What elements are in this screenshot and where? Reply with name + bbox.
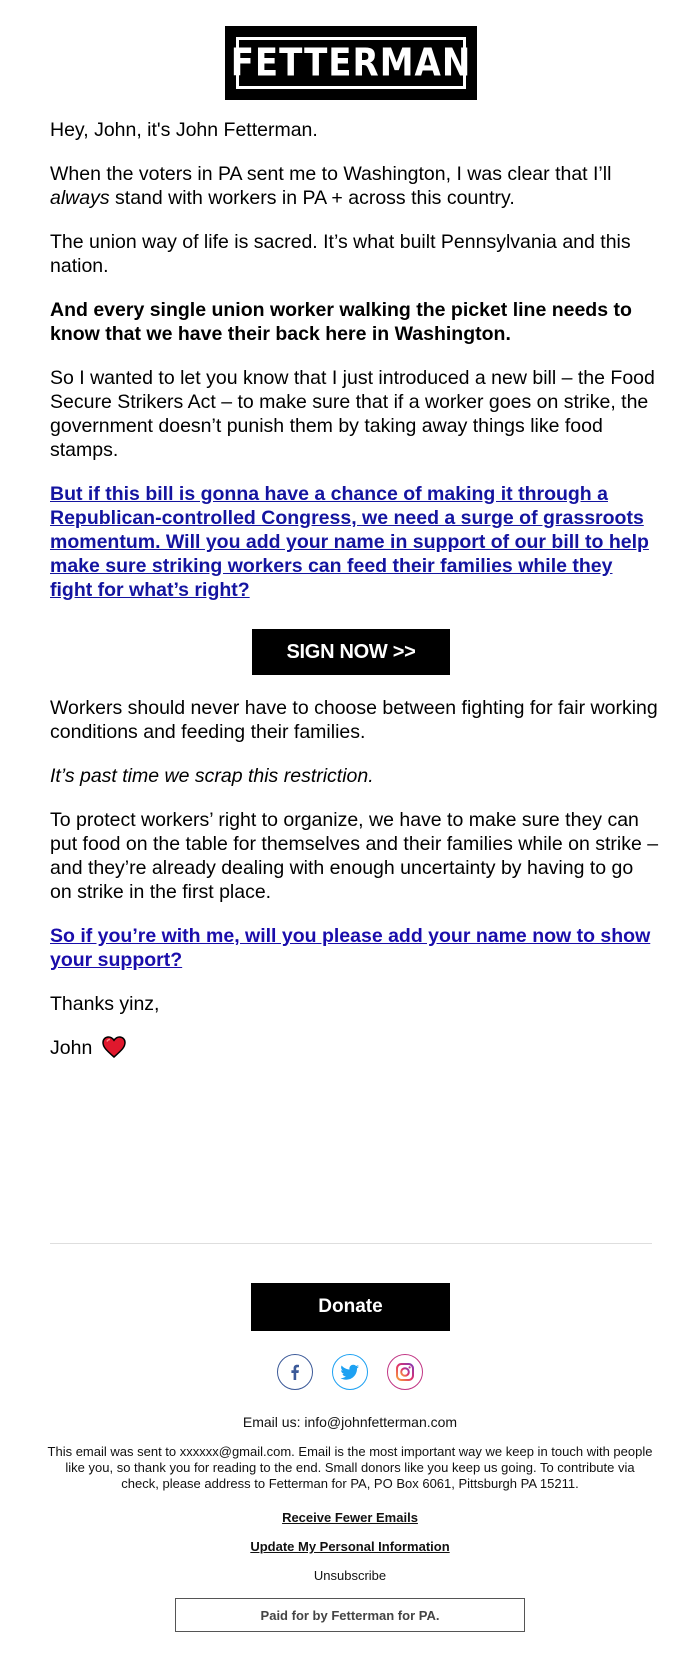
unsubscribe-link[interactable]: Unsubscribe: [313, 1568, 387, 1583]
email-body-continued: [50, 696, 660, 1084]
update-personal-info-link[interactable]: Update My Personal Information: [250, 1539, 450, 1554]
facebook-icon[interactable]: [277, 1354, 313, 1390]
cta-link-add-name[interactable]: But if this bill is gonna have a chance of making it through a Republican-controlled Congress, we need a surge of grassroots momentum. Will you add your name in support of our bill to help make sure striking workers can feed their families while they fight for what’s right?: [50, 483, 649, 601]
logo-text: FETTERMAN: [230, 40, 472, 86]
cta-link-show-support[interactable]: So if you’re with me, will you please add your name now to show your support?: [50, 925, 651, 971]
heart-icon: [102, 1036, 126, 1064]
fetterman-logo: [225, 26, 477, 100]
footer-email-line: Email us: info@johnfetterman.com: [242, 1414, 458, 1430]
p1-text-after: stand with workers in PA + across this country.: [109, 187, 515, 209]
paragraph-picket-line: And every single union worker walking the picket line needs to know that we have their back here in Washington.: [50, 299, 632, 345]
paragraph-organize: To protect workers’ right to organize, we have to make sure they can put food on the table for themselves and their families while on strike – and they’re already dealing with enough uncertainty by having to go on strike in the first place.: [50, 809, 659, 903]
instagram-icon[interactable]: [387, 1354, 423, 1390]
donate-button[interactable]: Donate: [251, 1283, 450, 1331]
p1-text-before: When the voters in PA sent me to Washington, I was clear that I’ll: [50, 163, 612, 185]
paragraph-union: The union way of life is sacred. It’s what built Pennsylvania and this nation.: [50, 231, 631, 277]
greeting: Hey, John, it's John Fetterman.: [50, 119, 318, 141]
twitter-icon[interactable]: [332, 1354, 368, 1390]
sign-now-button[interactable]: SIGN NOW >>: [252, 629, 450, 675]
paragraph-workers: Workers should never have to choose between fighting for fair working conditions and feeding their families.: [50, 697, 658, 743]
footer-note: This email was sent to xxxxxx@gmail.com. Email is the most important way we keep in touch with people like you, so thank you for reading to the end. Small donors like you keep us going. To contribute via check, please address to Fetterman for PA, PO Box 6061, Pittsburgh PA 15211.: [47, 1444, 653, 1491]
paid-for-disclaimer: Paid for by Fetterman for PA.: [175, 1598, 525, 1632]
paragraph-washington: [50, 162, 660, 210]
logo-frame: [230, 37, 472, 89]
update-info-row: [40, 1538, 660, 1556]
receive-fewer-emails-link[interactable]: Receive Fewer Emails: [282, 1510, 418, 1525]
signature-name: John: [50, 1037, 93, 1059]
paragraph-bill: So I wanted to let you know that I just introduced a new bill – the Food Secure Strikers Act – to make sure that if a worker goes on strike, the government doesn’t punish them by taking away things like food stamps.: [50, 367, 655, 461]
unsubscribe-row: [40, 1567, 660, 1585]
footer-divider: [50, 1243, 652, 1244]
email-body: [50, 118, 660, 622]
cta-paragraph-2: [50, 924, 660, 972]
paragraph-restriction: It’s past time we scrap this restriction.: [50, 765, 374, 787]
signoff: Thanks yinz,: [50, 993, 160, 1015]
fewer-emails-row: [40, 1509, 660, 1527]
p1-emphasis: always: [50, 187, 110, 209]
signature: [50, 1036, 660, 1064]
cta-paragraph-1: [50, 482, 660, 602]
